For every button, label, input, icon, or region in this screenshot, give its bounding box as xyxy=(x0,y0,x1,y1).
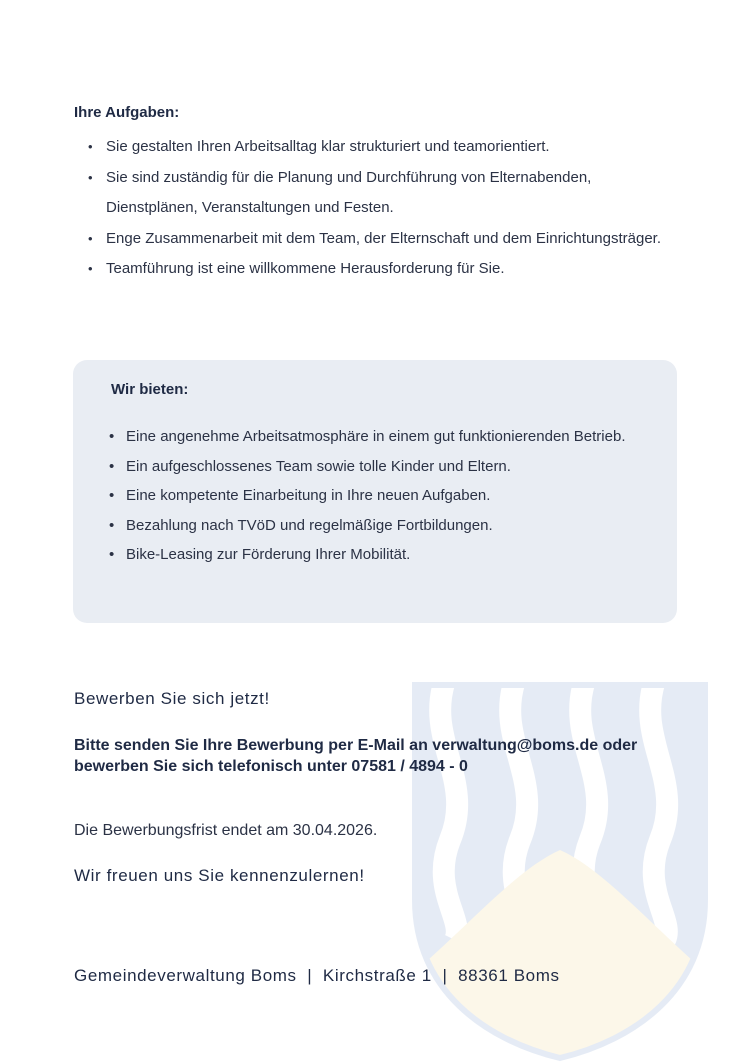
list-item: • Enge Zusammenarbeit mit dem Team, der Elternschaft und dem Einrichtungsträger. xyxy=(86,224,686,255)
bullet-icon: • xyxy=(109,457,115,475)
offer-box xyxy=(73,360,677,623)
application-deadline: Die Bewerbungsfrist endet am 30.04.2026. xyxy=(74,822,378,839)
bullet-icon: • xyxy=(109,428,115,445)
footer-address: Gemeindeverwaltung Boms | Kirchstraße 1 | 88361 Boms xyxy=(74,966,560,985)
list-item: • Teamführung ist eine willkommene Herausforderung für Sie. xyxy=(86,254,686,285)
list-item: • Eine angenehme Arbeitsatmosphäre in einem gut funktionierenden Betrieb. xyxy=(109,422,649,452)
tasks-list xyxy=(86,132,686,285)
bullet-icon: • xyxy=(109,516,115,534)
list-item: • Bike-Leasing zur Förderung Ihrer Mobilität. xyxy=(109,540,649,570)
closing-text: Wir freuen uns Sie kennenzulernen! xyxy=(74,866,365,885)
bullet-icon: • xyxy=(88,139,93,154)
list-item: • Ein aufgeschlossenes Team sowie tolle Kinder und Eltern. xyxy=(109,452,649,482)
list-item: • Sie gestalten Ihren Arbeitsalltag klar strukturiert und teamorientiert. xyxy=(86,132,686,163)
bullet-icon: • xyxy=(109,487,115,504)
tasks-heading: Ihre Aufgaben: xyxy=(74,104,180,121)
bullet-icon: • xyxy=(88,169,93,185)
bullet-icon: • xyxy=(109,546,115,563)
bullet-icon: • xyxy=(88,261,93,276)
list-item: • Sie sind zuständig für die Planung und Durchführung von Elternabenden, Dienstplänen, Veranstaltungen und Festen. xyxy=(86,163,686,224)
offer-list xyxy=(109,422,649,570)
list-item: • Bezahlung nach TVöD und regelmäßige Fortbildungen. xyxy=(109,511,649,541)
apply-title: Bewerben Sie sich jetzt! xyxy=(74,689,270,708)
apply-instructions: Bitte senden Sie Ihre Bewerbung per E-Mail an verwaltung@boms.de oder bewerben Sie sich telefonisch unter 07581 / 4894 - 0 xyxy=(74,737,638,775)
list-item: • Eine kompetente Einarbeitung in Ihre neuen Aufgaben. xyxy=(109,481,649,511)
bullet-icon: • xyxy=(88,230,93,246)
offer-heading: Wir bieten: xyxy=(111,381,189,398)
